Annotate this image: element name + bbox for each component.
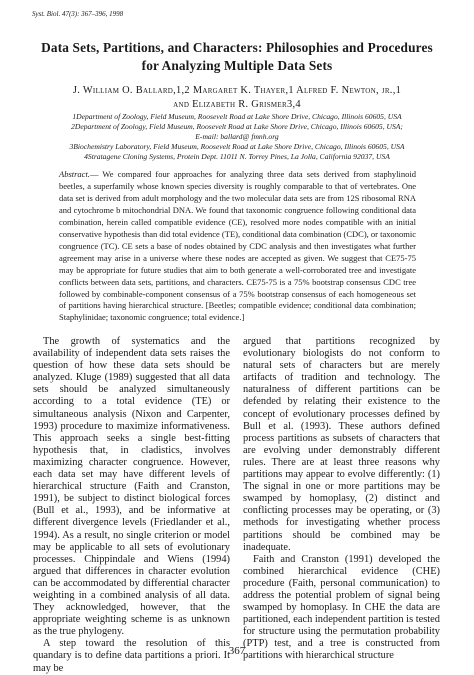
- author-list: [30, 84, 444, 112]
- affiliation-3: 3Biochemistry Laboratory, Field Museum, Roosevelt Road at Lake Shore Drive, Chicago, Illinois 60605, USA: [69, 142, 405, 151]
- body-paragraph: Faith and Cranston (1991) developed the combined hierarchical evidence (CHE) procedure (Faith, personal communication) to address the potential problem of signal being swamped by homoplasy. In CHE the data are partitioned, each independent partition is tested for structure using the permutation probability (PTP) test, and a tree is constructed from partitions with hierarchical structure: [243, 553, 440, 662]
- authors-line-1: J. William O. Ballard,1,2 Margaret K. Thayer,1 Alfred F. Newton, jr.,1: [72, 85, 402, 96]
- affiliation-1: 1Department of Zoology, Field Museum, Roosevelt Road at Lake Shore Drive, Chicago, Illinois 60605, USA: [72, 112, 402, 121]
- abstract: [59, 169, 416, 324]
- body-paragraph: The growth of systematics and the availability of independent data sets raises the question of how these data sets should be analyzed. Kluge (1989) suggested that all data sets should be analyzed simultaneously according to a total evidence (TE) or simultaneous analysis (Nixon and Carpenter, 1993) procedure to maximize informativeness. This approach seeks a single best-fitting hypothesis that, in cladistics, involves maximizing character congruence. However, each data set may have different levels of hierarchical structure (Faith and Cranston, 1991), be subject to distinct biological forces (Bull et al., 1993), and be informative at different divergence levels (Friedlander et al., 1994). As a result, no single criterion or model may be applicable to all sets of evolutionary processes. Chippindale and Wiens (1994) argued that differences in character evolution can be accommodated by differential character weighting in a combined analysis of all data. They acknowledged, however, that the appropriate weighting scheme is as unknown as the true phylogeny.: [33, 336, 230, 638]
- affiliation-4: 4Stratagene Cloning Systems, Protein Dept. 11011 N. Torrey Pines, La Jolla, California 92037, USA: [84, 152, 390, 161]
- title-line-1: Data Sets, Partitions, and Characters: Philosophies and Procedures: [41, 40, 433, 55]
- abstract-label: Abstract.: [59, 169, 90, 179]
- authors-line-2: and Elizabeth R. Grismer3,4: [173, 99, 301, 110]
- body-column-left: [33, 336, 230, 675]
- affiliation-email: E-mail: ballard@ fmnh.org: [195, 132, 279, 141]
- body-paragraph: argued that partitions recognized by evolutionary biologists do not conform to natural sets of characters but are merely artifacts of tradition and technology. The naturalness of different partitions can be defended by relating their existence to the concept of evolutionary processes defined by Bull et al. (1993). These authors defined process partitions as subsets of characters that are evolving under demonstrably different rules. There are at least three reasons why partitions may appear to evolve differently: (1) The signal in one or more partitions may be swamped by homoplasy, (2) distinct and conflicting processes may be operating, or (3) methods for investigating whether process partitions should be combined may be inadequate.: [243, 336, 440, 553]
- body-column-right: [243, 336, 440, 663]
- title-line-2: for Analyzing Multiple Data Sets: [141, 58, 333, 73]
- abstract-text: — We compared four approaches for analyzing three data sets derived from staphylinoid beetles, a superfamily whose known species diversity is roughly comparable to that of vertebrates. One data set is derived from adult morphology and the two molecular data sets are from 12S ribosomal RNA and cytochrome b mitochondrial DNA. We found that taxonomic congruence following conditional data combination, herein called compatible evidence (CE), resolved more nodes compatible with an initial conservative hypothesis than did total evidence (TE), conditional data combination (CDC), or taxonomic congruence (TC). CE sets a base of nodes obtained by CDC analysis and then investigates what further agreement may arise in a universe where these nodes are accepted as given. We suggest that CE75-75 may be appropriate for future studies that aim to both generate a well-corroborated tree and investigate conflicts between data sets, partitions, and characters. CE75-75 is a 75% bootstrap consensus CDC tree followed by combinable-component consensus of a 75% bootstrap consensus of each homogeneous set of partitions having hierarchical structure. [Beetles; compatible evidence; conditional data combination; Staphylinidae; taxonomic congruence; total evidence.]: [59, 169, 416, 323]
- running-head: Syst. Biol. 47(3): 367–396, 1998: [32, 10, 124, 18]
- page-number: 367: [228, 645, 246, 657]
- article-title: [20, 39, 454, 75]
- affiliation-2: 2Department of Zoology, Field Museum, Roosevelt Road at Lake Shore Drive, Chicago, Illinois 60605, USA;: [71, 122, 403, 131]
- body-paragraph: A step toward the resolution of this quandary is to define data partitions a priori. It may be: [33, 638, 230, 674]
